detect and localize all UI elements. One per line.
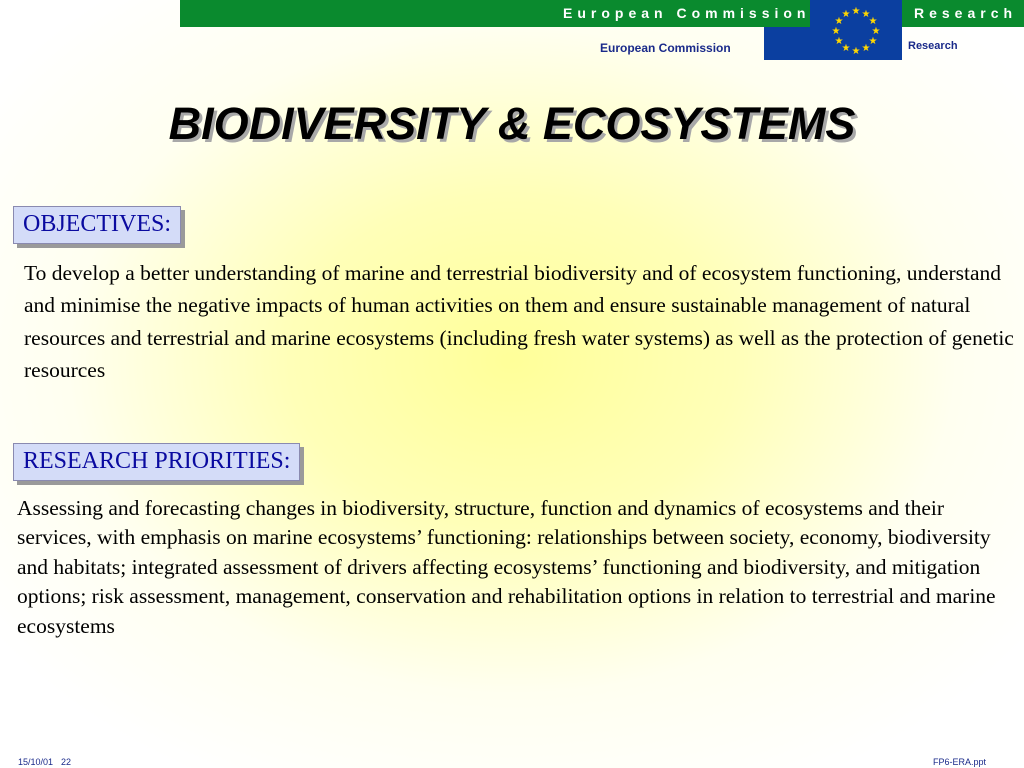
flag-shadow: [764, 27, 810, 60]
header-bar-commission-text: European Commission: [563, 5, 811, 21]
eu-flag-icon: [810, 0, 902, 60]
svg-text:★: ★: [851, 6, 861, 17]
objectives-text: To develop a better understanding of marine and terrestrial biodiversity and of ecosystem functioning, understand and minimise the negative impacts of human activities on them and ensure sustainable management of natural resources and terrestrial and marine ecosystems (including fresh water systems) as well as the protection of genetic resources: [24, 261, 1014, 382]
svg-text:★: ★: [841, 9, 851, 20]
footer-left: [18, 757, 71, 767]
eu-stars-icon: [810, 0, 902, 60]
footer-date: 15/10/01: [18, 757, 54, 767]
svg-text:★: ★: [861, 43, 871, 54]
svg-text:★: ★: [868, 36, 878, 47]
svg-text:★: ★: [871, 26, 881, 37]
objectives-label: OBJECTIVES:: [13, 206, 181, 244]
svg-text:★: ★: [861, 9, 871, 20]
research-priorities-label: RESEARCH PRIORITIES:: [13, 443, 300, 481]
svg-text:★: ★: [834, 36, 844, 47]
research-priorities-text: Assessing and forecasting changes in biodiversity, structure, function and dynamics of ecosystems and their services, with emphasis on marine ecosystems’ functioning: relationships between society, economy, biodiversity and habitats; integrated assessment of drivers affecting ecosystems’ functioning and biodiversity, and mitigation options; risk assessment, management, conservation and rehabilitation options in relation to terrestrial and marine ecosystems: [17, 496, 996, 638]
footer-filename: FP6-ERA.ppt: [933, 757, 987, 767]
svg-text:★: ★: [841, 43, 851, 54]
header-research-label: Research: [908, 40, 958, 52]
footer-page-number: 22: [61, 757, 72, 767]
header-commission-label: European Commission: [600, 41, 731, 55]
svg-text:★: ★: [831, 26, 841, 37]
svg-text:★: ★: [851, 46, 861, 57]
svg-text:★: ★: [834, 16, 844, 27]
header-bar-research-text: Research: [914, 5, 1018, 21]
svg-text:★: ★: [868, 16, 878, 27]
slide-title: BIODIVERSITY & ECOSYSTEMS: [168, 98, 856, 149]
